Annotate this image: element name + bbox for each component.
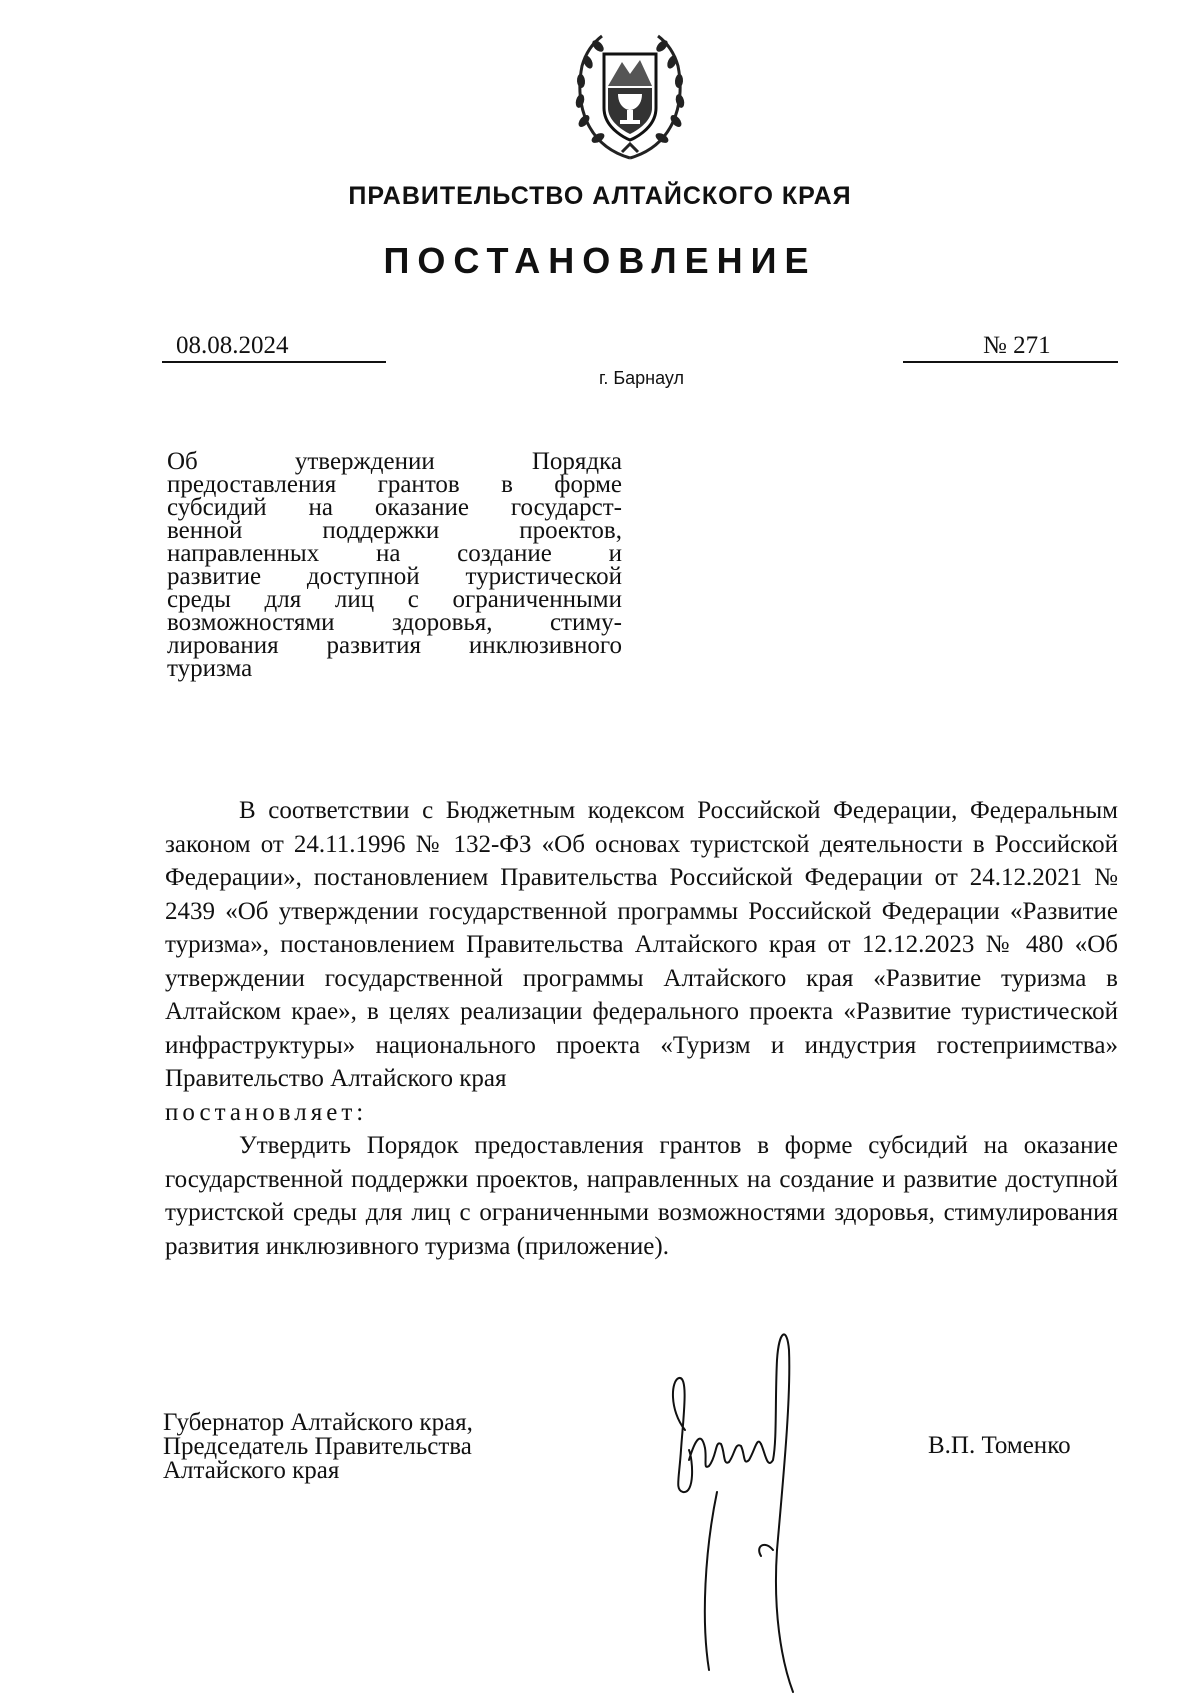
preamble-paragraph: В соответствии с Бюджетным кодексом Российской Федерации, Федеральным законом от 24.11.1996 № 132-ФЗ «Об основах туристской деятельности в Российской Федерации», постановлением Правительства Российской Федерации от 24.12.2021 № 2439 «Об утверждении государственной программы Российской Федерации «Развитие туризма», постановлением Правительства Алтайского края от 12.12.2023 № 480 «Об утверждении государственной программы Алтайского края «Развитие туризма в Алтайском крае», в целях реализации федерального проекта «Развитие туристической инфраструктуры» национального проекта «Туризм и индустрия гостеприимства» Правительство Алтайского края [165,797,1118,1092]
title-line: лирования развития инклюзивного [167,632,622,659]
title-line: возможностями здоровья, стиму- [167,609,622,636]
title-line: среды для лиц с ограниченными [167,586,622,613]
decree-word: постановляет: [165,1098,368,1126]
document-city: г. Барнаул [598,368,685,388]
resolution-paragraph: Утвердить Порядок предоставления грантов в форме субсидий на оказание государственной поддержки проектов, направленных на создание и развитие доступной туристской среды для лиц с ограниченными возможностями здоровья, стимулирования развития инклюзивного туризма (приложение). [165,1132,1118,1260]
signer-name: В.П. Томенко [928,1432,1071,1459]
signer-position-line: Алтайского края [163,1457,340,1484]
title-line: венной поддержки проектов, [167,517,622,544]
organization-heading: ПРАВИТЕЛЬСТВО АЛТАЙСКОГО КРАЯ [348,182,852,210]
document-title [167,450,622,680]
title-line: туризма [167,655,253,682]
signer-position-line: Губернатор Алтайского края, [163,1409,473,1436]
coat-of-arms-icon [568,26,692,166]
title-line: развитие доступной туристической [167,563,622,590]
document-body [165,794,1118,1263]
title-line: предоставления грантов в форме [167,471,622,498]
document-date: 08.08.2024 [162,332,386,363]
title-line: Об утверждении Порядка [167,448,622,475]
document-type-heading: ПОСТАНОВЛЕНИЕ [383,240,817,281]
signer-position [163,1411,473,1483]
title-line: субсидий на оказание государст- [167,494,622,521]
title-line: направленных на создание и [167,540,622,567]
signer-position-line: Председатель Правительства [163,1433,472,1460]
document-number: № 271 [903,332,1118,363]
signature-icon [665,1320,825,1700]
